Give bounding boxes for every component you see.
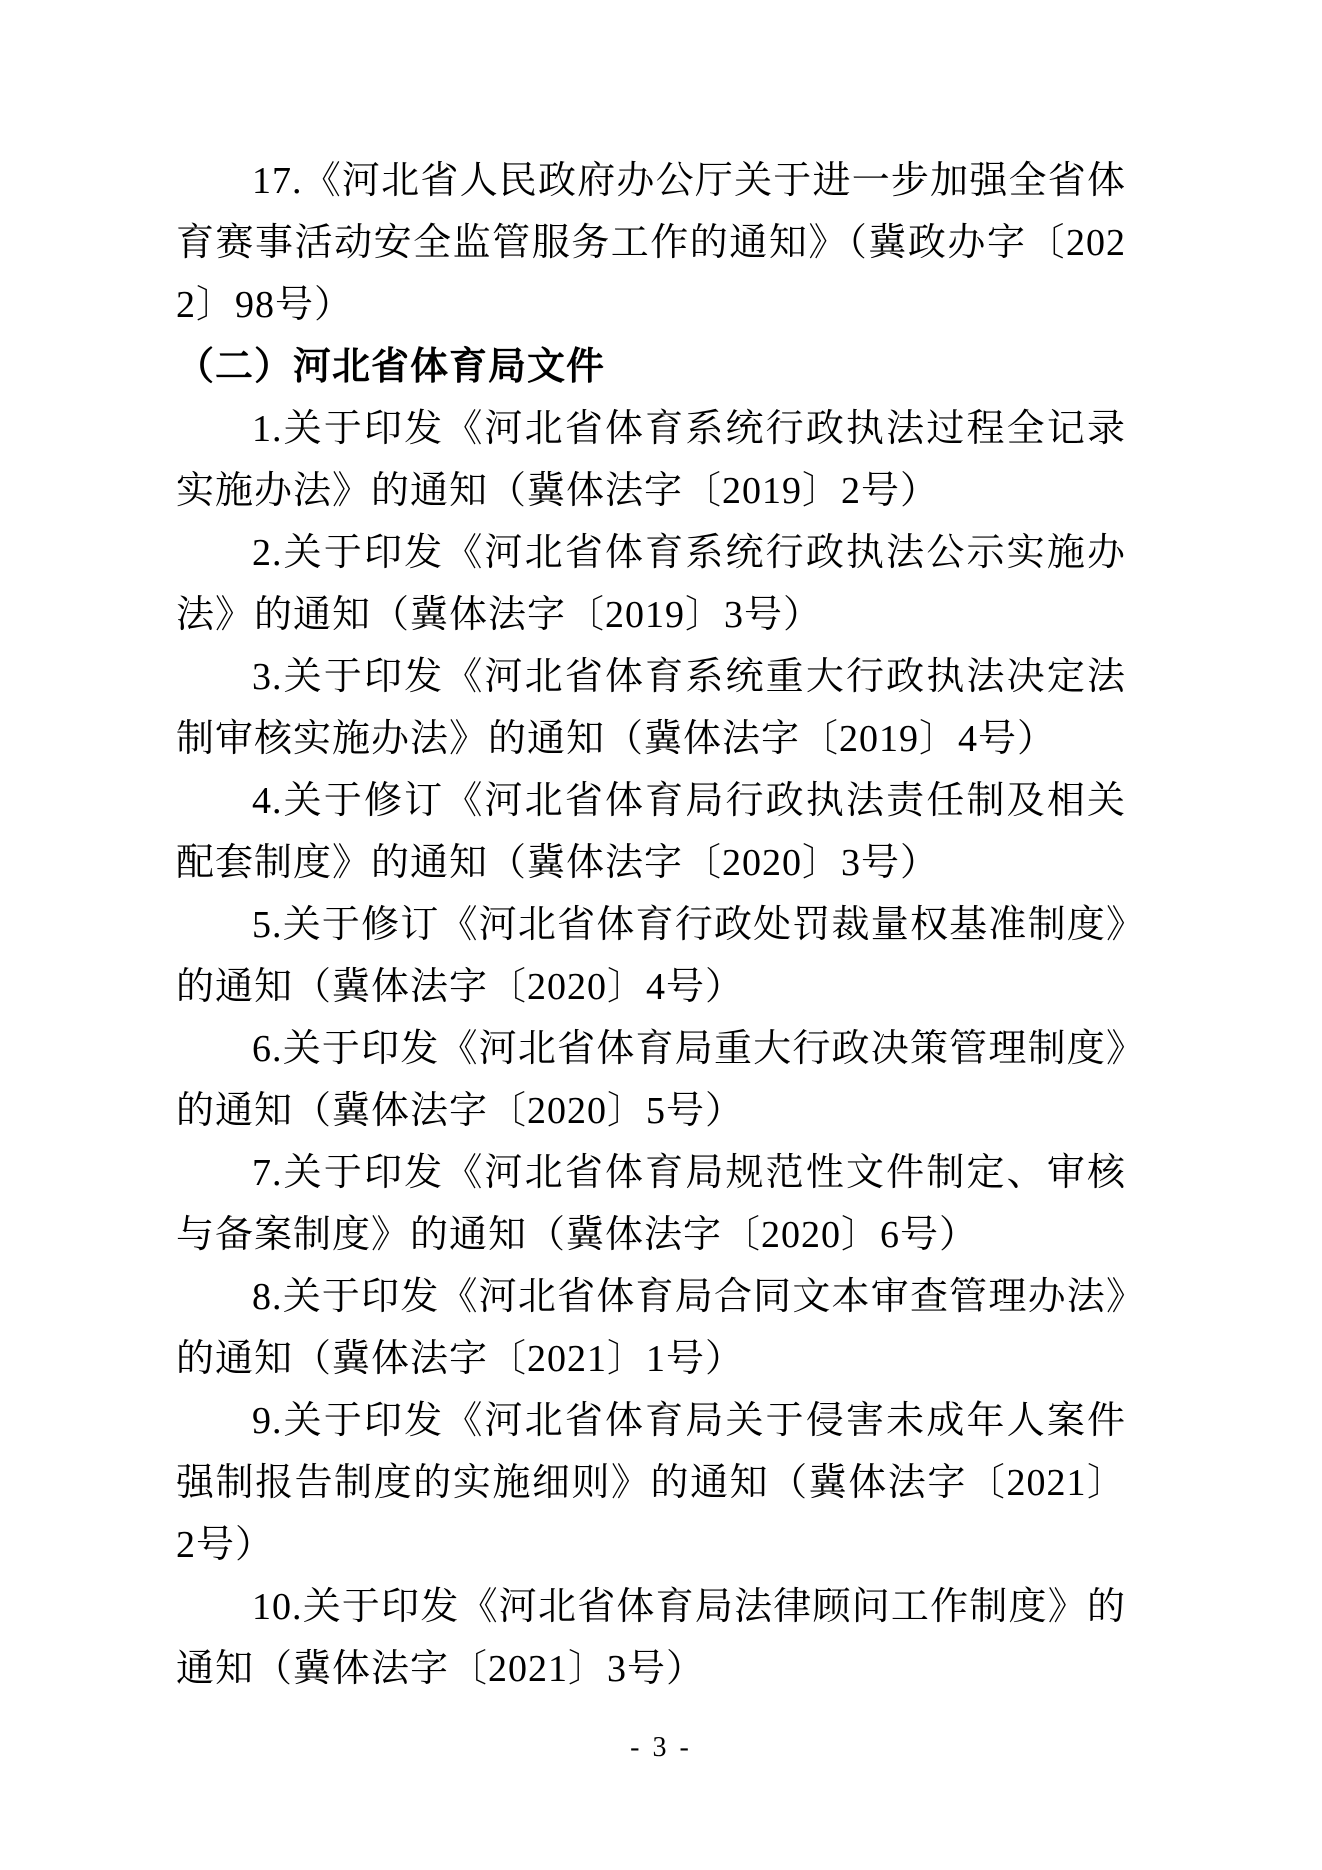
document-list-paragraph: 6.关于印发《河北省体育局重大行政决策管理制度》的通知（冀体法字〔2020〕5号） (176, 1028, 1126, 1132)
document-list-paragraph: 9.关于印发《河北省体育局关于侵害未成年人案件强制报告制度的实施细则》的通知（冀体法字〔2021〕2号） (176, 1400, 1126, 1566)
page-footer (0, 1732, 1322, 1764)
section-heading: （二）河北省体育局文件 (176, 346, 606, 388)
document-list-paragraph: 7.关于印发《河北省体育局规范性文件制定、审核与备案制度》的通知（冀体法字〔2020〕6号） (176, 1152, 1126, 1256)
document-list-paragraph: 1.关于印发《河北省体育系统行政执法过程全记录实施办法》的通知（冀体法字〔2019〕2号） (176, 408, 1126, 512)
document-list-paragraph: 10.关于印发《河北省体育局法律顾问工作制度》的通知（冀体法字〔2021〕3号） (176, 1586, 1126, 1690)
document-list-paragraph: 3.关于印发《河北省体育系统重大行政执法决定法制审核实施办法》的通知（冀体法字〔2019〕4号） (176, 656, 1126, 760)
document-list-paragraph: 5.关于修订《河北省体育行政处罚裁量权基准制度》的通知（冀体法字〔2020〕4号） (176, 904, 1126, 1008)
document-list-paragraph: 4.关于修订《河北省体育局行政执法责任制及相关配套制度》的通知（冀体法字〔2020〕3号） (176, 780, 1126, 884)
document-list-paragraph: 17.《河北省人民政府办公厅关于进一步加强全省体育赛事活动安全监管服务工作的通知》（冀政办字〔2022〕98号） (176, 160, 1126, 326)
document-content (176, 150, 1126, 1700)
document-list-paragraph: 8.关于印发《河北省体育局合同文本审查管理办法》的通知（冀体法字〔2021〕1号） (176, 1276, 1126, 1380)
page-number: - 3 - (630, 1732, 692, 1763)
document-list-paragraph: 2.关于印发《河北省体育系统行政执法公示实施办法》的通知（冀体法字〔2019〕3号） (176, 532, 1126, 636)
